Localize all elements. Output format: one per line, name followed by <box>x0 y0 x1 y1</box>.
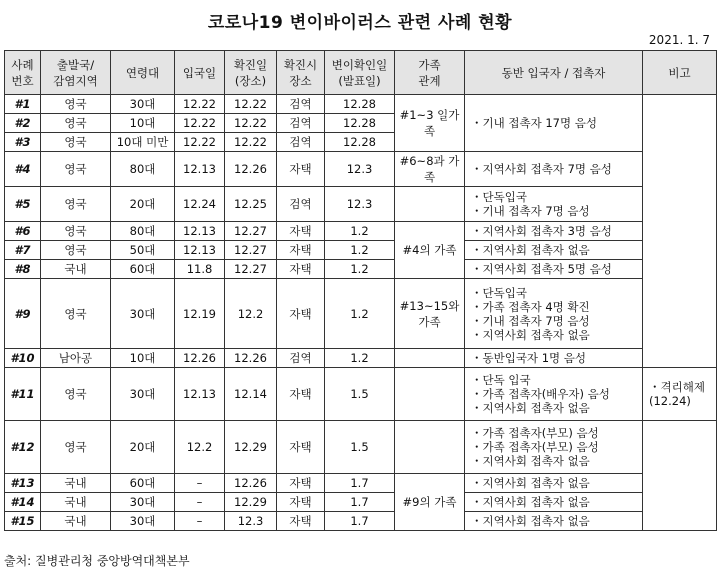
contact-line: ・지역사회 접촉자 3명 음성 <box>471 224 612 238</box>
cell-confirm-date: 12.25 <box>225 187 277 222</box>
cell-age-group: 60대 <box>111 260 175 279</box>
cell-origin: 영국 <box>41 133 111 152</box>
cell-age-group: 10대 미만 <box>111 133 175 152</box>
cell-variant-date: 1.7 <box>325 474 395 493</box>
cell-age-group: 80대 <box>111 222 175 241</box>
contact-line: ・지역사회 접촉자 없음 <box>471 454 590 468</box>
cell-family-group <box>395 187 465 222</box>
cell-case-id: #7 <box>5 241 41 260</box>
cell-family-group <box>395 349 465 368</box>
cell-variant-date: 1.2 <box>325 349 395 368</box>
cell-entry-date: 12.13 <box>175 152 225 187</box>
cell-confirm-place: 자택 <box>277 493 325 512</box>
cell-age-group: 20대 <box>111 187 175 222</box>
cell-case-id: #11 <box>5 368 41 421</box>
cell-case-id: #15 <box>5 512 41 531</box>
cell-entry-date: 12.24 <box>175 187 225 222</box>
cell-confirm-place: 자택 <box>277 368 325 421</box>
cell-origin: 영국 <box>41 187 111 222</box>
cell-age-group: 80대 <box>111 152 175 187</box>
cell-case-id: #2 <box>5 114 41 133</box>
cell-contacts <box>465 349 643 368</box>
table-row <box>5 349 717 368</box>
page-title: 코로나19 변이바이러스 관련 사례 현황 <box>207 13 513 33</box>
contact-line: ・단독입국 <box>471 190 527 204</box>
contact-line: ・단독 입국 <box>471 373 531 387</box>
cell-origin: 영국 <box>41 368 111 421</box>
contact-line: ・지역사회 접촉자 5명 음성 <box>471 262 612 276</box>
col-note: 비고 <box>643 51 717 95</box>
contact-line: ・지역사회 접촉자 없음 <box>471 401 590 415</box>
cell-origin: 국내 <box>41 512 111 531</box>
cell-entry-date: – <box>175 512 225 531</box>
cell-confirm-place: 자택 <box>277 512 325 531</box>
cell-entry-date: 12.13 <box>175 241 225 260</box>
variant-cases-table <box>4 50 717 531</box>
cell-case-id: #13 <box>5 474 41 493</box>
cell-case-id: #10 <box>5 349 41 368</box>
cell-variant-date: 1.7 <box>325 493 395 512</box>
cell-variant-date: 1.2 <box>325 260 395 279</box>
contact-line: ・가족 접촉자 4명 확진 <box>471 299 590 314</box>
note-line: (12.24) <box>649 394 691 408</box>
cell-age-group: 30대 <box>111 493 175 512</box>
table-row <box>5 512 717 531</box>
col-entry-date: 입국일 <box>175 51 225 95</box>
cell-entry-date: 12.22 <box>175 133 225 152</box>
cell-family-group: #4의 가족 <box>395 222 465 279</box>
cell-origin: 영국 <box>41 95 111 114</box>
cell-origin: 영국 <box>41 241 111 260</box>
cell-contacts <box>465 187 643 222</box>
cell-note <box>643 368 717 421</box>
cell-family-group: #9의 가족 <box>395 474 465 531</box>
cell-origin: 영국 <box>41 222 111 241</box>
cell-entry-date: – <box>175 493 225 512</box>
contact-line: ・단독입국 <box>471 285 527 300</box>
cell-case-id: #8 <box>5 260 41 279</box>
cell-origin: 영국 <box>41 421 111 474</box>
contact-line: ・가족 접촉자(배우자) 음성 <box>471 387 610 401</box>
col-family: 가족 관계 <box>395 51 465 95</box>
cell-confirm-place: 검역 <box>277 114 325 133</box>
contact-line: ・기내 접촉자 17명 음성 <box>471 116 597 130</box>
table-row <box>5 368 717 421</box>
cell-variant-date: 1.2 <box>325 279 395 349</box>
cell-confirm-date: 12.22 <box>225 95 277 114</box>
cell-variant-date: 12.28 <box>325 133 395 152</box>
cell-confirm-place: 자택 <box>277 222 325 241</box>
cell-age-group: 10대 <box>111 349 175 368</box>
cell-family-group: #13~15와 가족 <box>395 279 465 349</box>
cell-case-id: #4 <box>5 152 41 187</box>
cell-contacts <box>465 279 643 349</box>
cell-contacts <box>465 241 643 260</box>
contact-line: ・지역사회 접촉자 없음 <box>471 495 590 509</box>
cell-variant-date: 1.7 <box>325 512 395 531</box>
contact-line: ・기내 접촉자 7명 음성 <box>471 204 590 218</box>
cell-confirm-date: 12.27 <box>225 222 277 241</box>
cell-origin: 국내 <box>41 260 111 279</box>
cell-origin: 남아공 <box>41 349 111 368</box>
cell-contacts <box>465 95 643 152</box>
cell-entry-date: 12.19 <box>175 279 225 349</box>
cell-confirm-date: 12.3 <box>225 512 277 531</box>
cell-family-group: #1~3 일가족 <box>395 95 465 152</box>
cell-family-group <box>395 421 465 474</box>
cell-entry-date: 12.26 <box>175 349 225 368</box>
col-origin: 출발국/ 감염지역 <box>41 51 111 95</box>
cell-entry-date: 12.13 <box>175 222 225 241</box>
cell-variant-date: 12.28 <box>325 114 395 133</box>
cell-contacts <box>465 368 643 421</box>
contact-line: ・가족 접촉자(부모) 음성 <box>471 440 599 454</box>
contact-line: ・지역사회 접촉자 없음 <box>471 243 590 257</box>
cell-contacts <box>465 493 643 512</box>
contact-line: ・지역사회 접촉자 7명 음성 <box>471 162 612 176</box>
cell-case-id: #5 <box>5 187 41 222</box>
cell-confirm-date: 12.29 <box>225 421 277 474</box>
cell-origin: 국내 <box>41 474 111 493</box>
cell-case-id: #3 <box>5 133 41 152</box>
cell-confirm-place: 자택 <box>277 279 325 349</box>
cell-variant-date: 12.3 <box>325 152 395 187</box>
cell-contacts <box>465 222 643 241</box>
table-row <box>5 421 717 474</box>
table-row <box>5 95 717 114</box>
table-row <box>5 152 717 187</box>
cell-variant-date: 1.2 <box>325 241 395 260</box>
col-case-no: 사례 번호 <box>5 51 41 95</box>
cell-age-group: 50대 <box>111 241 175 260</box>
source-note: 출처: 질병관리청 중앙방역대책본부 <box>4 554 190 568</box>
cell-age-group: 60대 <box>111 474 175 493</box>
cell-variant-date: 1.2 <box>325 222 395 241</box>
table-row <box>5 187 717 222</box>
table-row <box>5 493 717 512</box>
cell-origin: 국내 <box>41 493 111 512</box>
cell-note <box>643 421 717 531</box>
cell-case-id: #14 <box>5 493 41 512</box>
cell-entry-date: 12.13 <box>175 368 225 421</box>
contact-line: ・지역사회 접촉자 없음 <box>471 327 590 342</box>
cell-confirm-date: 12.2 <box>225 279 277 349</box>
cell-origin: 영국 <box>41 279 111 349</box>
cell-case-id: #9 <box>5 279 41 349</box>
cell-variant-date: 1.5 <box>325 368 395 421</box>
cell-case-id: #1 <box>5 95 41 114</box>
cell-contacts <box>465 260 643 279</box>
cell-variant-date: 12.28 <box>325 95 395 114</box>
cell-confirm-date: 12.22 <box>225 114 277 133</box>
cell-age-group: 30대 <box>111 368 175 421</box>
contact-line: ・지역사회 접촉자 없음 <box>471 514 590 528</box>
cell-confirm-date: 12.26 <box>225 349 277 368</box>
cell-confirm-date: 12.22 <box>225 133 277 152</box>
col-confirm-date: 확진일 (장소) <box>225 51 277 95</box>
note-line: ・격리해제 <box>649 380 705 394</box>
cell-confirm-date: 12.26 <box>225 152 277 187</box>
cell-confirm-date: 12.26 <box>225 474 277 493</box>
cell-variant-date: 12.3 <box>325 187 395 222</box>
cell-age-group: 10대 <box>111 114 175 133</box>
cell-entry-date: 12.22 <box>175 114 225 133</box>
cell-entry-date: – <box>175 474 225 493</box>
cell-family-group <box>395 368 465 421</box>
cell-confirm-place: 검역 <box>277 349 325 368</box>
cell-contacts <box>465 512 643 531</box>
cell-note <box>643 95 717 368</box>
cell-confirm-date: 12.14 <box>225 368 277 421</box>
cell-age-group: 30대 <box>111 279 175 349</box>
col-confirm-place: 확진시 장소 <box>277 51 325 95</box>
contact-line: ・가족 접촉자(부모) 음성 <box>471 426 599 440</box>
table-row <box>5 260 717 279</box>
table-row <box>5 474 717 493</box>
cell-entry-date: 12.2 <box>175 421 225 474</box>
cell-age-group: 30대 <box>111 95 175 114</box>
cell-variant-date: 1.5 <box>325 421 395 474</box>
cell-contacts <box>465 421 643 474</box>
contact-line: ・지역사회 접촉자 없음 <box>471 476 590 490</box>
col-contacts: 동반 입국자 / 접촉자 <box>465 51 643 95</box>
cell-case-id: #12 <box>5 421 41 474</box>
cell-confirm-place: 자택 <box>277 474 325 493</box>
col-variant-date: 변이확인일 (발표일) <box>325 51 395 95</box>
cell-confirm-date: 12.27 <box>225 241 277 260</box>
table-row <box>5 241 717 260</box>
cell-confirm-place: 검역 <box>277 95 325 114</box>
header-row <box>5 51 717 95</box>
table-row <box>5 222 717 241</box>
cell-confirm-date: 12.29 <box>225 493 277 512</box>
cell-origin: 영국 <box>41 114 111 133</box>
contact-line: ・동반입국자 1명 음성 <box>471 351 586 365</box>
cell-confirm-place: 자택 <box>277 260 325 279</box>
col-age: 연령대 <box>111 51 175 95</box>
cell-confirm-place: 검역 <box>277 187 325 222</box>
cell-contacts <box>465 152 643 187</box>
cell-confirm-place: 검역 <box>277 133 325 152</box>
cell-origin: 영국 <box>41 152 111 187</box>
cell-confirm-place: 자택 <box>277 241 325 260</box>
report-date: 2021. 1. 7 <box>648 33 710 47</box>
cell-family-group: #6~8과 가족 <box>395 152 465 187</box>
contact-line: ・기내 접촉자 7명 음성 <box>471 313 590 328</box>
cell-age-group: 30대 <box>111 512 175 531</box>
cell-confirm-place: 자택 <box>277 421 325 474</box>
cell-entry-date: 11.8 <box>175 260 225 279</box>
cell-age-group: 20대 <box>111 421 175 474</box>
table-row <box>5 279 717 349</box>
cell-entry-date: 12.22 <box>175 95 225 114</box>
cell-case-id: #6 <box>5 222 41 241</box>
cell-contacts <box>465 474 643 493</box>
cell-confirm-date: 12.27 <box>225 260 277 279</box>
cell-confirm-place: 자택 <box>277 152 325 187</box>
